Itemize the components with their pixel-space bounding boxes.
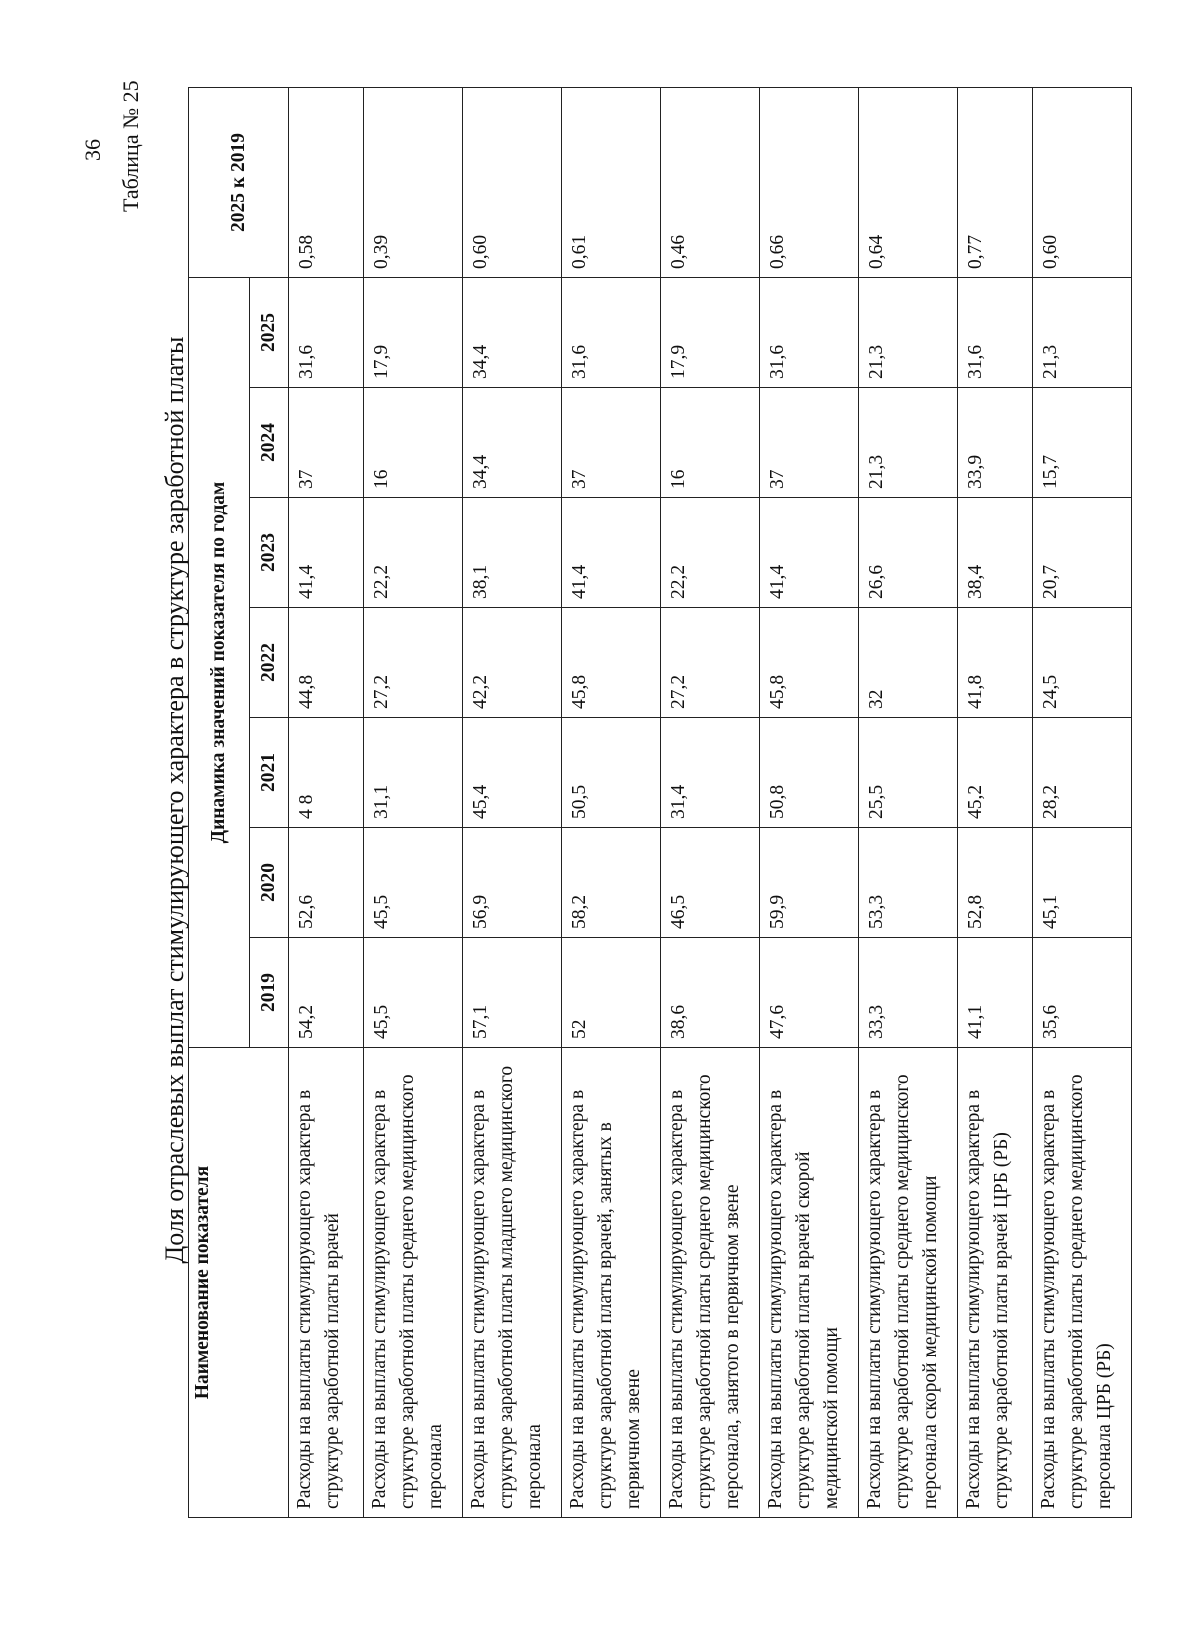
- value-cell-2022: 45,8: [760, 608, 859, 718]
- value-cell-2025: 31,6: [958, 278, 1033, 388]
- row-name-cell: Расходы на выплаты стимулирующего характера в структуре заработной платы младшего медицинского персонала: [463, 1048, 562, 1518]
- table-row: [364, 88, 463, 1518]
- value-cell-2020: 58,2: [562, 828, 661, 938]
- value-cell-2019: 41,1: [958, 938, 1033, 1048]
- header-year: 2021: [250, 718, 289, 828]
- table-row: [289, 88, 364, 1518]
- value-cell-2024: 37: [562, 388, 661, 498]
- value-cell-2019: 33,3: [859, 938, 958, 1048]
- value-cell-2021: 45,2: [958, 718, 1033, 828]
- value-cell-2024: 37: [289, 388, 364, 498]
- value-cell-2022: 44,8: [289, 608, 364, 718]
- value-cell-2023: 26,6: [859, 498, 958, 608]
- value-cell-2021: 50,5: [562, 718, 661, 828]
- value-cell-2021: 4 8: [289, 718, 364, 828]
- value-cell-2024: 33,9: [958, 388, 1033, 498]
- value-cell-2019: 52: [562, 938, 661, 1048]
- value-cell-2021: 31,4: [661, 718, 760, 828]
- value-cell-2019: 54,2: [289, 938, 364, 1048]
- ratio-cell: 0,46: [661, 88, 760, 278]
- header-year: 2024: [250, 388, 289, 498]
- table-row: [463, 88, 562, 1518]
- value-cell-2019: 47,6: [760, 938, 859, 1048]
- ratio-cell: 0,77: [958, 88, 1033, 278]
- ratio-cell: 0,60: [1033, 88, 1132, 278]
- value-cell-2022: 27,2: [364, 608, 463, 718]
- value-cell-2020: 45,1: [1033, 828, 1132, 938]
- table-title: Доля отраслевых выплат стимулирующего характера в структуре заработной платы: [160, 336, 189, 1264]
- row-name-cell: Расходы на выплаты стимулирующего характера в структуре заработной платы среднего медицинского персонала ЦРБ (РБ): [1033, 1048, 1132, 1518]
- value-cell-2019: 38,6: [661, 938, 760, 1048]
- value-cell-2019: 35,6: [1033, 938, 1132, 1048]
- header-name-column: Наименование показателя: [189, 1048, 289, 1518]
- header-year: 2023: [250, 498, 289, 608]
- value-cell-2019: 57,1: [463, 938, 562, 1048]
- row-name-cell: Расходы на выплаты стимулирующего характера в структуре заработной платы среднего медицинского персонала: [364, 1048, 463, 1518]
- value-cell-2025: 21,3: [1033, 278, 1132, 388]
- value-cell-2022: 42,2: [463, 608, 562, 718]
- page-number: 36: [80, 139, 105, 161]
- value-cell-2023: 41,4: [760, 498, 859, 608]
- header-ratio: 2025 к 2019: [189, 88, 289, 278]
- table-row: [859, 88, 958, 1518]
- table-caption: Таблица № 25: [118, 80, 143, 212]
- value-cell-2022: 45,8: [562, 608, 661, 718]
- value-cell-2023: 22,2: [661, 498, 760, 608]
- value-cell-2020: 59,9: [760, 828, 859, 938]
- table-row: [1033, 88, 1132, 1518]
- value-cell-2024: 15,7: [1033, 388, 1132, 498]
- table-row: [760, 88, 859, 1518]
- table-body: [289, 88, 1132, 1518]
- row-name-cell: Расходы на выплаты стимулирующего характера в структуре заработной платы врачей, занятых в первичном звене: [562, 1048, 661, 1518]
- value-cell-2020: 52,8: [958, 828, 1033, 938]
- value-cell-2023: 38,4: [958, 498, 1033, 608]
- value-cell-2025: 34,4: [463, 278, 562, 388]
- value-cell-2024: 34,4: [463, 388, 562, 498]
- table-row: [562, 88, 661, 1518]
- value-cell-2021: 45,4: [463, 718, 562, 828]
- data-table: [188, 87, 1132, 1518]
- value-cell-2022: 24,5: [1033, 608, 1132, 718]
- ratio-cell: 0,60: [463, 88, 562, 278]
- table-row: [958, 88, 1033, 1518]
- value-cell-2024: 16: [661, 388, 760, 498]
- row-name-cell: Расходы на выплаты стимулирующего характера в структуре заработной платы врачей скорой медицинской помощи: [760, 1048, 859, 1518]
- value-cell-2019: 45,5: [364, 938, 463, 1048]
- value-cell-2025: 17,9: [661, 278, 760, 388]
- ratio-cell: 0,61: [562, 88, 661, 278]
- value-cell-2025: 31,6: [760, 278, 859, 388]
- value-cell-2025: 31,6: [289, 278, 364, 388]
- value-cell-2023: 22,2: [364, 498, 463, 608]
- value-cell-2023: 20,7: [1033, 498, 1132, 608]
- ratio-cell: 0,39: [364, 88, 463, 278]
- row-name-cell: Расходы на выплаты стимулирующего характера в структуре заработной платы врачей ЦРБ (РБ): [958, 1048, 1033, 1518]
- value-cell-2022: 32: [859, 608, 958, 718]
- row-name-cell: Расходы на выплаты стимулирующего характера в структуре заработной платы среднего медицинского персонала скорой медицинской помощи: [859, 1048, 958, 1518]
- value-cell-2021: 25,5: [859, 718, 958, 828]
- value-cell-2024: 21,3: [859, 388, 958, 498]
- value-cell-2023: 41,4: [289, 498, 364, 608]
- header-year: 2019: [250, 938, 289, 1048]
- value-cell-2025: 17,9: [364, 278, 463, 388]
- value-cell-2020: 52,6: [289, 828, 364, 938]
- value-cell-2020: 53,3: [859, 828, 958, 938]
- row-name-cell: Расходы на выплаты стимулирующего характера в структуре заработной платы среднего медицинского персонала, занятого в первичном звене: [661, 1048, 760, 1518]
- value-cell-2022: 27,2: [661, 608, 760, 718]
- value-cell-2024: 37: [760, 388, 859, 498]
- value-cell-2021: 31,1: [364, 718, 463, 828]
- value-cell-2020: 46,5: [661, 828, 760, 938]
- header-year: 2022: [250, 608, 289, 718]
- value-cell-2024: 16: [364, 388, 463, 498]
- row-name-cell: Расходы на выплаты стимулирующего характера в структуре заработной платы врачей: [289, 1048, 364, 1518]
- value-cell-2023: 41,4: [562, 498, 661, 608]
- value-cell-2020: 45,5: [364, 828, 463, 938]
- ratio-cell: 0,58: [289, 88, 364, 278]
- value-cell-2025: 21,3: [859, 278, 958, 388]
- header-dynamics: Динамика значений показателя по годам: [189, 278, 250, 1048]
- value-cell-2021: 50,8: [760, 718, 859, 828]
- ratio-cell: 0,64: [859, 88, 958, 278]
- value-cell-2025: 31,6: [562, 278, 661, 388]
- value-cell-2021: 28,2: [1033, 718, 1132, 828]
- header-year: 2025: [250, 278, 289, 388]
- value-cell-2020: 56,9: [463, 828, 562, 938]
- value-cell-2022: 41,8: [958, 608, 1033, 718]
- header-year: 2020: [250, 828, 289, 938]
- ratio-cell: 0,66: [760, 88, 859, 278]
- value-cell-2023: 38,1: [463, 498, 562, 608]
- table-row: [661, 88, 760, 1518]
